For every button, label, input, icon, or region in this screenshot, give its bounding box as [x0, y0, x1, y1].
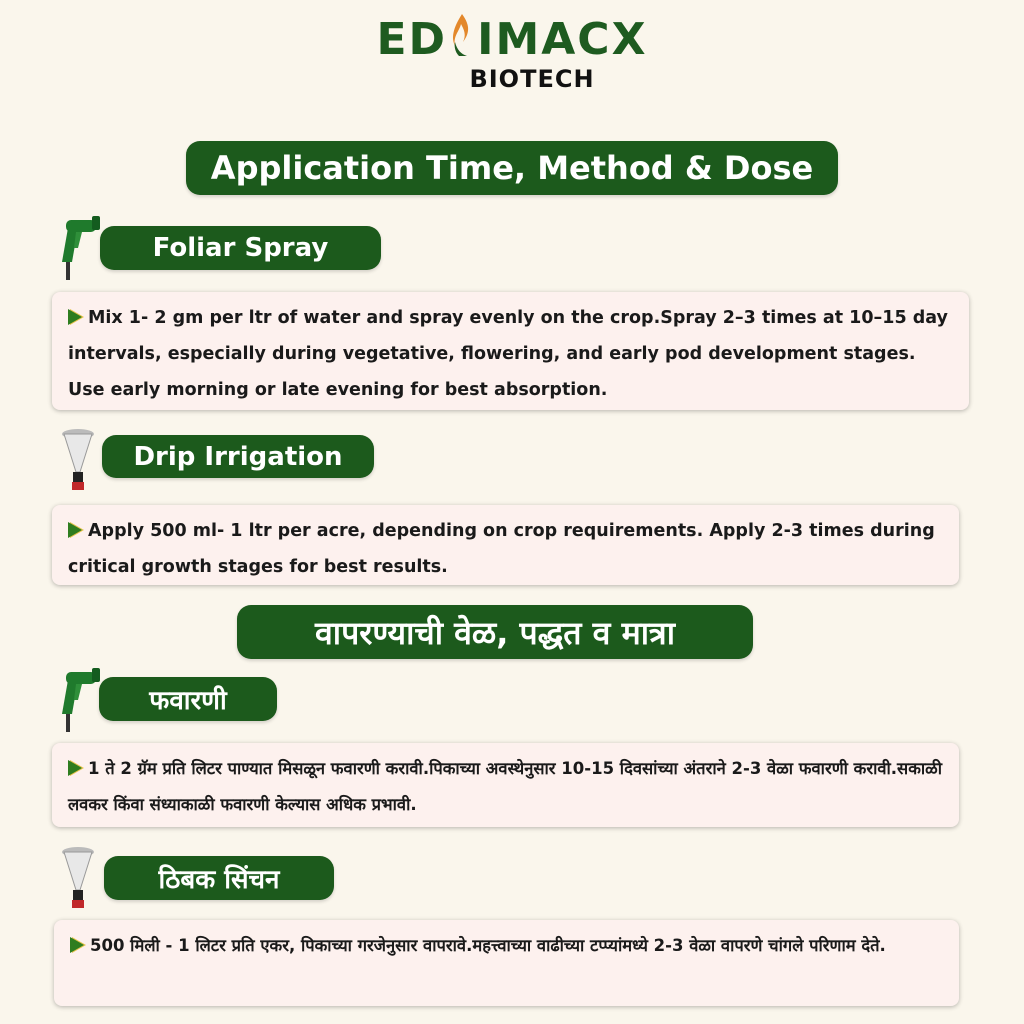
- marathi-drip-paragraph: [70, 928, 943, 964]
- english-drip-box: [52, 505, 959, 585]
- bullet-arrow-icon: [68, 760, 82, 776]
- marathi-foliar-heading: [99, 677, 277, 721]
- english-title-text: Application Time, Method & Dose: [210, 149, 814, 187]
- english-foliar-box: [52, 292, 969, 410]
- marathi-foliar-heading-text: फवारणी: [149, 686, 227, 716]
- marathi-drip-box: [54, 920, 959, 1006]
- english-drip-heading: [102, 435, 374, 478]
- marathi-foliar-box: [52, 743, 959, 827]
- drip-emitter-icon: [60, 428, 96, 492]
- marathi-foliar-paragraph: [68, 751, 943, 823]
- brand-logo: [0, 10, 1024, 92]
- bullet-arrow-icon: [70, 937, 84, 953]
- logo-text-start: ED: [376, 14, 448, 65]
- marathi-title: [237, 605, 753, 659]
- english-drip-heading-text: Drip Irrigation: [133, 441, 343, 472]
- marathi-drip-heading-text: ठिबक सिंचन: [158, 865, 280, 895]
- flame-logo-icon: [449, 12, 475, 58]
- marathi-drip-text: 500 मिली - 1 लिटर प्रति एकर, पिकाच्या गरजेनुसार वापरावे.महत्त्वाच्या वाढीच्या टप्प्यांमध्ये 2-3 वेळा वापरणे चांगले परिणाम देते.: [90, 936, 886, 955]
- marathi-foliar-text: 1 ते 2 ग्रॅम प्रति लिटर पाण्यात मिसळून फवारणी करावी.पिकाच्या अवस्थेनुसार 10-15 दिवसांच्या अंतराने 2-3 वेळा फवारणी करावी.सकाळी लवकर किंवा संध्याकाळी फवारणी केल्यास अधिक प्रभावी.: [68, 759, 942, 814]
- logo-text-end: IMACX: [477, 14, 648, 65]
- english-drip-text: Apply 500 ml- 1 ltr per acre, depending on crop requirements. Apply 2-3 times during critical growth stages for best results.: [68, 521, 935, 577]
- bullet-arrow-icon: [68, 522, 82, 538]
- english-foliar-heading: [100, 226, 381, 270]
- english-foliar-paragraph: [68, 300, 953, 408]
- spray-gun-icon: [54, 208, 104, 284]
- english-drip-paragraph: [68, 513, 943, 585]
- english-foliar-heading-text: Foliar Spray: [152, 233, 329, 263]
- logo-subtitle: BIOTECH: [469, 65, 595, 93]
- english-title: [186, 141, 838, 195]
- english-foliar-text: Mix 1- 2 gm per ltr of water and spray evenly on the crop.Spray 2–3 times at 10–15 day intervals, especially during vegetative, flowering, and early pod development stages. Use early morning or late evening for best absorption.: [68, 308, 948, 400]
- marathi-drip-heading: [104, 856, 334, 900]
- bullet-arrow-icon: [68, 309, 82, 325]
- marathi-title-text: वापरण्याची वेळ, पद्धत व मात्रा: [315, 613, 675, 652]
- logo-wordmark: [0, 10, 1024, 70]
- spray-gun-icon: [54, 660, 104, 736]
- drip-emitter-icon: [60, 846, 96, 910]
